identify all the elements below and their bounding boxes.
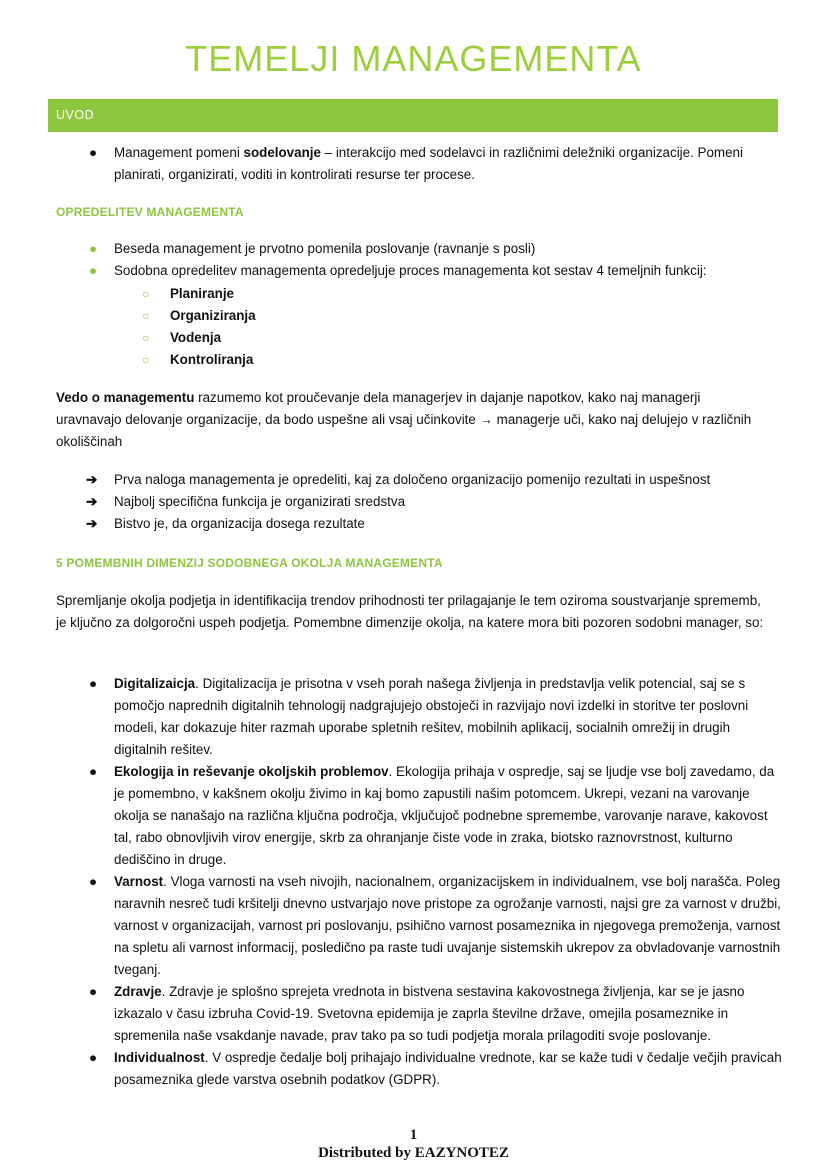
list-item: ○ Vodenja <box>170 327 827 349</box>
arrow-right-icon: ➔ <box>86 494 98 509</box>
circle-bullet-icon: ○ <box>142 353 150 367</box>
arrow-right-icon: ➔ <box>86 472 98 487</box>
list-item: ● Beseda management je prvotno pomenila poslovanje (ravnanje s posli) <box>114 238 784 260</box>
subheading-opredelitev: OPREDELITEV MANAGEMENTA <box>56 205 244 219</box>
bullet-icon: ● <box>89 764 98 779</box>
arrow-list <box>86 469 784 535</box>
bullet-icon: ● <box>89 241 98 256</box>
list-item: ● Individualnost. V ospredje čedalje bolj prihajajo individualne vrednote, kar se kaže tudi v čedalje večjih pravicah posameznika glede varstva osebnih podatkov (GDPR). <box>114 1047 784 1091</box>
dimensions-list <box>89 673 784 1091</box>
list-item: ○ Organiziranja <box>170 305 827 327</box>
circle-bullet-icon: ○ <box>142 287 150 301</box>
list-item: ● Ekologija in reševanje okoljskih problemov. Ekologija prihaja v ospredje, saj se ljudje vse bolj zavedamo, da je pomembno, v kakšnem okolju živimo in kaj bomo zapustili našim potomcem. Ukrepi, vezani na varovanje okolja se nanašajo na različna ključna področja, vključujoč podnebne spremembe, varovanje narave, kakovost tal, rabo obnovljivih virov energije, skrb za ohranjanje čiste vode in zraka, biotsko raznovrstnost, kulturno dediščino in druge. <box>114 761 784 871</box>
list-item: ➔ Najbolj specifična funkcija je organizirati sredstva <box>114 491 784 513</box>
bullet-icon: ● <box>89 874 98 889</box>
list-item: ● Digitalizaicja. Digitalizacija je prisotna v vseh porah našega življenja in predstavlja velik potencial, saj se s pomočjo naprednih digitalnih tehnologij nadgrajujejo obstoječi in razvijajo novi izdelki in storitve ter poslovni modeli, kar dokazuje hiter razmah uporabe spletnih rešitev, mobilnih aplikacij, socialnih omrežij in drugih digitalnih rešitev. <box>114 673 784 761</box>
arrow-right-icon: ➔ <box>86 516 98 531</box>
uvod-list <box>89 142 784 186</box>
intro-paragraph: Spremljanje okolja podjetja in identifikacija trendov prihodnosti ter prilagajanje le tem oziroma soustvarjanje sprememb, je ključno za dolgoročni uspeh podjetja. Pomembne dimenzije okolja, na katere mora biti pozoren sodobni manager, so: <box>56 593 764 630</box>
section-header-label: UVOD <box>56 108 95 122</box>
list-item: ● Management pomeni sodelovanje – interakcijo med sodelavci in različnimi deležniki organizacije. Pomeni planirati, organizirati, voditi in kontrolirati resurse ter procese. <box>114 142 784 186</box>
page-number: 1 <box>409 1127 418 1143</box>
footer-distributed-by: Distributed by EAZYNOTEZ <box>318 1145 509 1161</box>
list-item: ○ Kontroliranja <box>170 349 827 371</box>
definition-list <box>89 238 784 282</box>
circle-bullet-icon: ○ <box>142 309 150 323</box>
list-item: ○ Planiranje <box>170 283 827 305</box>
list-item: ➔ Prva naloga managementa je opredeliti, kaj za določeno organizacijo pomenijo rezultati in uspešnost <box>114 469 784 491</box>
bullet-icon: ● <box>89 676 98 691</box>
vedo-paragraph: Vedo o managementu razumemo kot proučevanje dela managerjev in dajanje napotkov, kako naj managerji uravnavajo delovanje organizacije, da bodo uspešne ali vsaj učinkovite → managerje uči, kako naj delujejo v različnih okoliščinah <box>56 390 752 449</box>
subheading-dimenzije: 5 POMEMBNIH DIMENZIJ SODOBNEGA OKOLJA MANAGEMENTA <box>56 556 443 570</box>
list-item: ● Varnost. Vloga varnosti na vseh nivojih, nacionalnem, organizacijskem in individualnem, vse bolj narašča. Poleg naravnih nesreč tudi kršitelji dnevno ustvarjajo nove pristope za ogrožanje varnosti, najsi gre za varnost v družbi, varnost v organizacijah, varnost pri poslovanju, psihično varnost posameznika in njegovega premoženja, varnost na spletu ali varnost informacij, posledično pa raste tudi uvajanje sistemskih ukrepov za obvladovanje varnostnih tveganj. <box>114 871 784 981</box>
section-header-uvod <box>48 99 778 132</box>
functions-list <box>142 283 827 371</box>
circle-bullet-icon: ○ <box>142 331 150 345</box>
bullet-icon: ● <box>89 984 98 999</box>
bullet-icon: ● <box>89 263 98 278</box>
bullet-icon: ● <box>89 145 98 160</box>
bullet-icon: ● <box>89 1050 98 1065</box>
document-title: TEMELJI MANAGEMENTA <box>185 38 642 79</box>
list-item: ● Zdravje. Zdravje je splošno sprejeta vrednota in bistvena sestavina kakovostnega življenja, kar se je jasno izkazalo v času izbruha Covid-19. Svetovna epidemija je zaprla številne države, omejila posameznike in spremenila naše vsakdanje navade, prav tako pa so tudi podjetja morala prilagoditi svoje poslovanje. <box>114 981 784 1047</box>
list-item: ➔ Bistvo je, da organizacija dosega rezultate <box>114 513 784 535</box>
list-item: ● Sodobna opredelitev managementa opredeljuje proces managementa kot sestav 4 temeljnih funkcij: <box>114 260 784 282</box>
